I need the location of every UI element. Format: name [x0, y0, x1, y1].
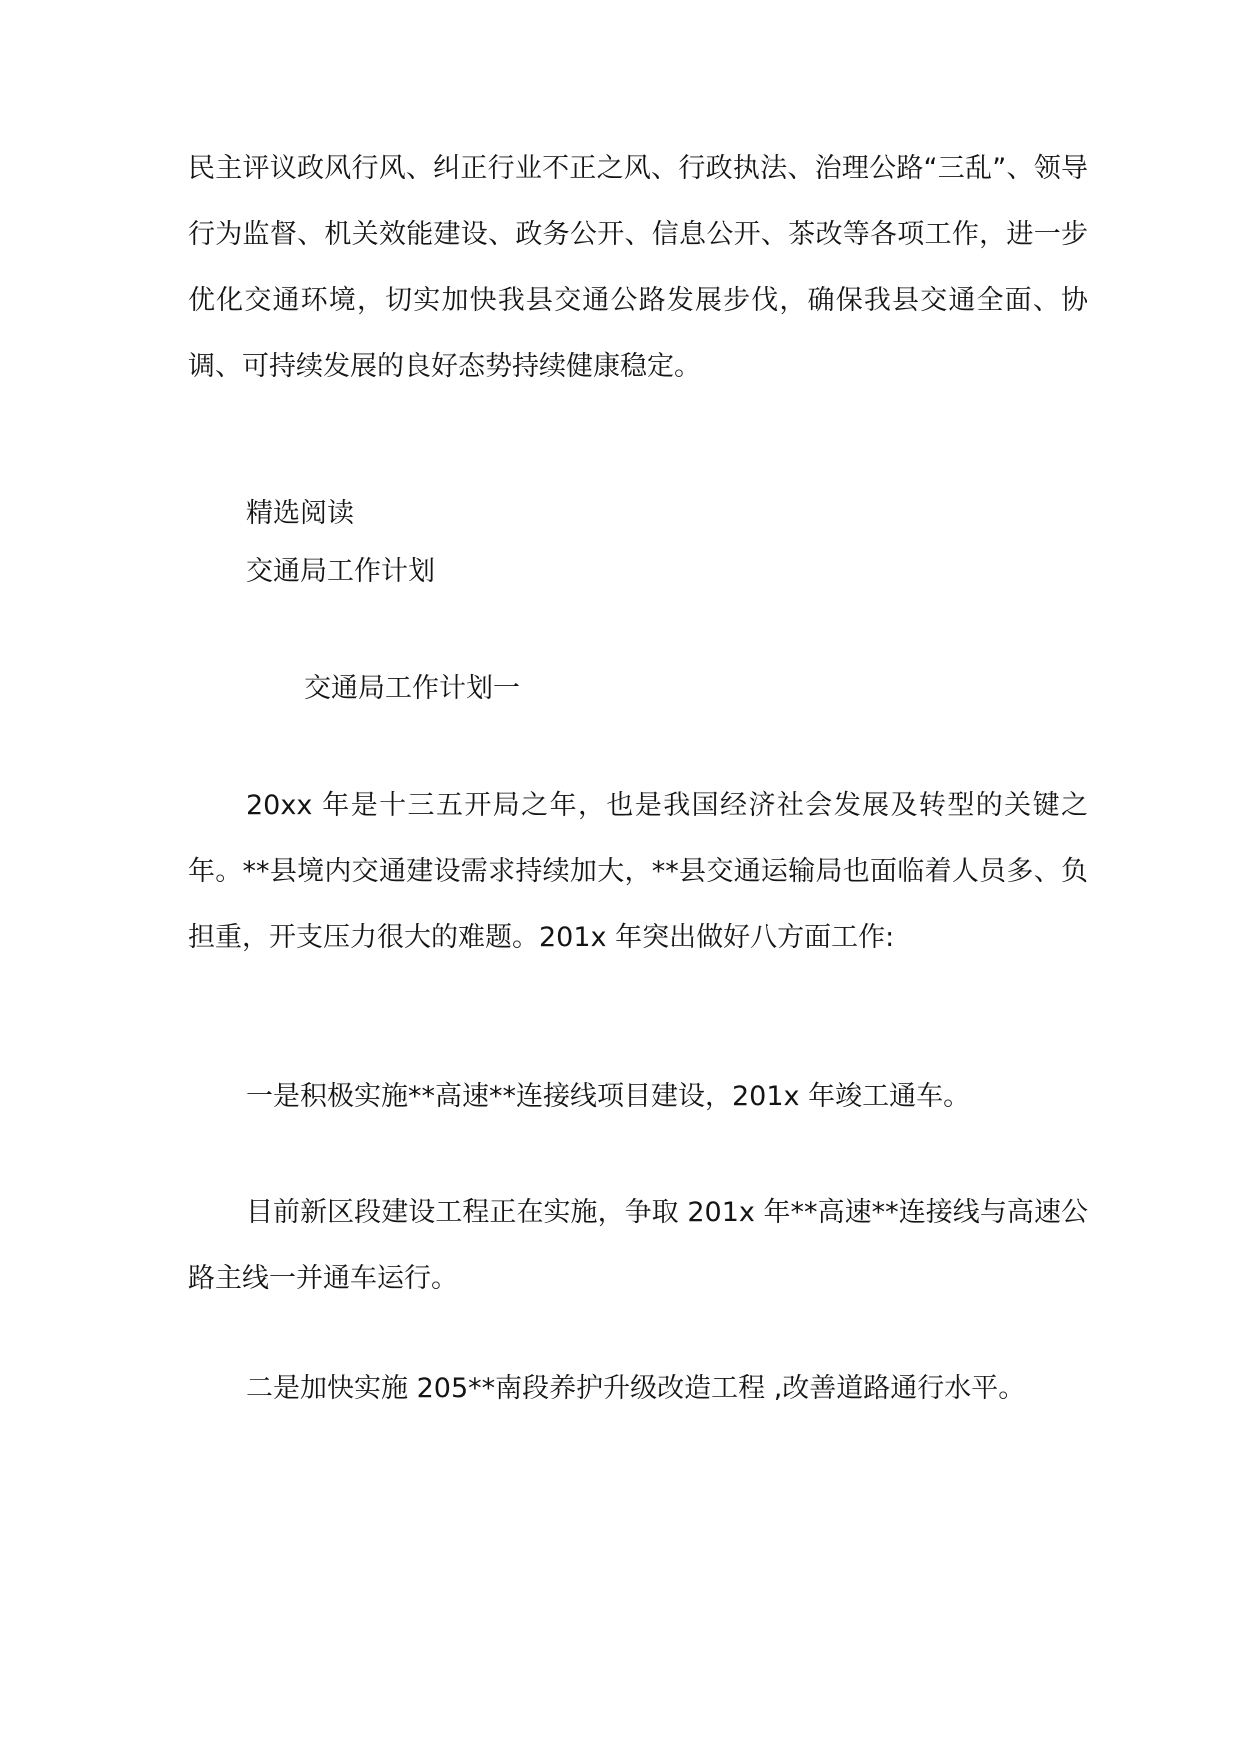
intro-paragraph: 民主评议政风行风、纠正行业不正之风、行政执法、治理公路“三乱”、领导行为监督、机关效能建设、政务公开、信息公开、茶改等各项工作，进一步优化交通环境，切实加快我县交通公路发展步伐，确保我县交通全面、协调、可持续发展的良好态势持续健康稳定。: [188, 153, 1088, 382]
section-subtitle: 交通局工作计划一: [304, 673, 520, 704]
section-label: 精选阅读: [246, 498, 354, 529]
article-title: 交通局工作计划: [246, 556, 435, 587]
body-paragraph: 20xx 年是十三五开局之年，也是我国经济社会发展及转型的关键之年。**县境内交通建设需求持续加大，**县交通运输局也面临着人员多、负担重，开支压力很大的难题。201x 年突出做好八方面工作:: [188, 790, 1088, 953]
body-paragraph: 一是积极实施**高速**连接线项目建设，201x 年竣工通车。: [246, 1081, 971, 1112]
body-paragraph: 二是加快实施 205**南段养护升级改造工程 ,改善道路通行水平。: [246, 1373, 1026, 1404]
body-paragraph: 目前新区段建设工程正在实施，争取 201x 年**高速**连接线与高速公路主线一并通车运行。: [188, 1197, 1088, 1294]
